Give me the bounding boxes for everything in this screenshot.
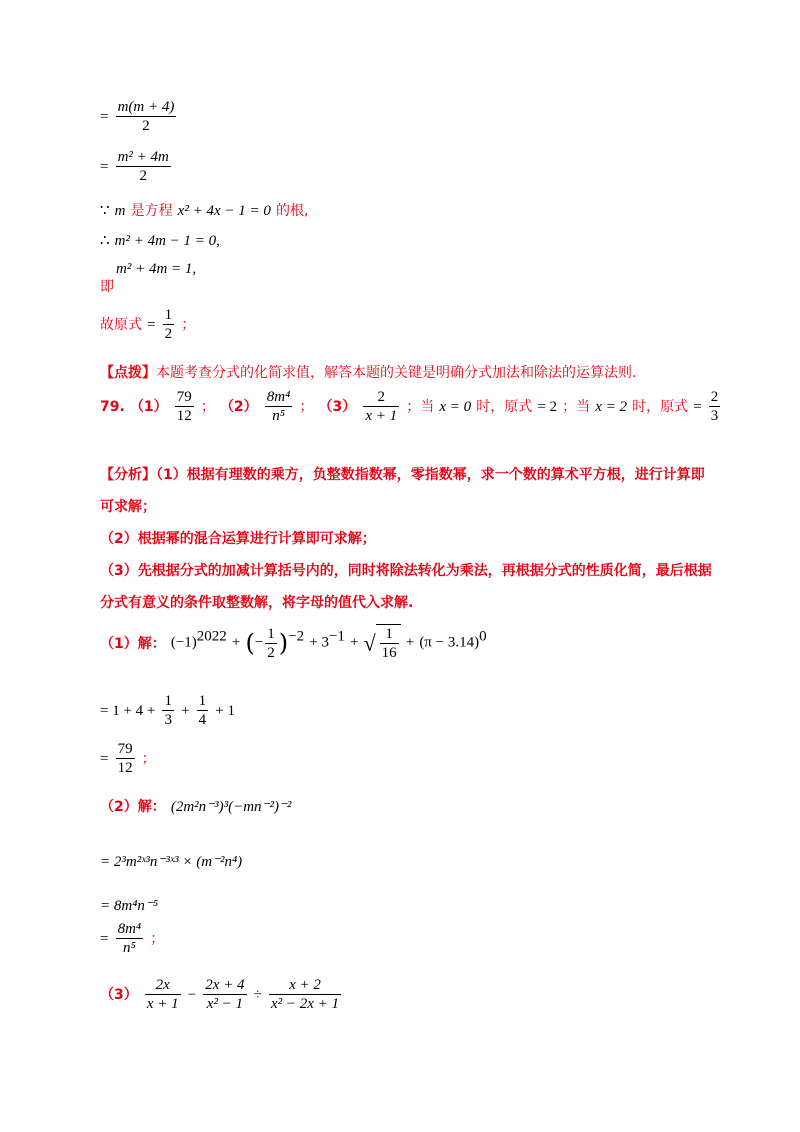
- denominator: x + 1: [365, 408, 398, 424]
- punctuation: ；: [150, 931, 165, 947]
- because-symbol: ∵: [100, 203, 110, 219]
- text-segment: 的根,: [275, 203, 309, 219]
- part-label: （1）: [129, 399, 168, 415]
- numerator: x + 2: [269, 976, 341, 995]
- solution-2-step-b: = 8m⁴n⁻⁵: [100, 898, 159, 914]
- exponent: 0: [479, 628, 487, 645]
- exponent: −1: [328, 628, 345, 645]
- denominator: 12: [117, 760, 133, 776]
- text-segment: 时，原式: [476, 399, 533, 415]
- fraction: [265, 625, 277, 662]
- step-line-6: [100, 306, 195, 343]
- text-segment: 时，原式: [632, 399, 689, 415]
- numerator: 2x + 4: [205, 977, 245, 993]
- punctuation: ；: [141, 751, 156, 767]
- text-segment: 是方程: [130, 203, 173, 219]
- analysis-label: 【分析】: [100, 467, 156, 483]
- exponent: −2: [288, 628, 305, 645]
- text-ji: 即: [100, 279, 114, 295]
- fraction: [116, 740, 135, 777]
- fraction: [197, 692, 209, 729]
- equals-sign: =: [693, 399, 702, 415]
- tip-paragraph: [100, 362, 636, 382]
- term: (π − 3.14): [419, 634, 480, 651]
- fraction: [162, 692, 174, 729]
- part-label: （2）: [219, 399, 258, 415]
- step-line-3: [100, 200, 308, 220]
- condition: x = 2: [595, 399, 627, 415]
- tip-label: 【点拨】: [100, 365, 156, 381]
- fraction: [116, 98, 177, 135]
- solution-2: [100, 796, 291, 816]
- condition: x = 0: [439, 399, 472, 415]
- numerator: 8m⁴: [117, 921, 142, 937]
- denominator: x + 1: [146, 996, 179, 1012]
- variable-m: m: [114, 203, 126, 219]
- operator: +: [231, 634, 241, 651]
- fraction: [145, 976, 181, 1013]
- question-number: 79.: [100, 399, 125, 415]
- term: (−1): [170, 634, 197, 651]
- fraction: [163, 306, 175, 343]
- step-line-4: [100, 230, 220, 250]
- exponent: 2022: [196, 628, 227, 645]
- equals-sign: =: [147, 317, 156, 333]
- denominator: 12: [176, 408, 192, 424]
- numerator: 1: [198, 693, 207, 709]
- numerator: m(m + 4): [117, 99, 175, 115]
- fraction: [116, 920, 144, 957]
- operator: −: [254, 634, 264, 651]
- fraction: [203, 976, 246, 1013]
- solution-2-step-c: [100, 920, 164, 957]
- text-segment: 故原式: [100, 317, 142, 333]
- numerator: 1: [380, 625, 399, 644]
- fraction: [380, 625, 399, 662]
- punctuation: ；: [299, 399, 314, 415]
- numerator: 2x: [145, 976, 181, 995]
- solution-3: [100, 976, 343, 1013]
- denominator: 16: [381, 645, 397, 661]
- analysis-line-1: [100, 464, 705, 484]
- denominator: 2: [267, 644, 275, 661]
- analysis-text: （1）根据有理数的乘方，负整数指数幂，零指数幂，求一个数的算术平方根，进行计算即: [156, 467, 705, 483]
- value: = 2: [537, 399, 558, 415]
- numerator: 1: [164, 693, 172, 709]
- fraction: [363, 388, 399, 425]
- right-paren: ): [278, 629, 289, 657]
- numerator: 2: [363, 388, 399, 407]
- expression: (2m²n⁻³)³(−mn⁻²)⁻²: [170, 799, 292, 815]
- expression: + 1: [215, 703, 235, 719]
- punctuation: ；: [200, 399, 215, 415]
- denominator: 2: [142, 118, 150, 134]
- equals-sign: =: [100, 109, 109, 125]
- operator: −: [187, 987, 197, 1003]
- numerator: 79: [117, 741, 133, 757]
- denominator: n⁵: [272, 408, 285, 424]
- operator: +: [350, 634, 359, 651]
- punctuation: ；: [181, 317, 196, 333]
- radical-sign: √: [363, 630, 376, 656]
- fraction: [116, 148, 171, 185]
- step-line-1: [100, 98, 178, 135]
- square-root: [364, 624, 401, 662]
- text-segment: ；当: [562, 399, 591, 415]
- analysis-text: 可求解；: [100, 499, 156, 515]
- denominator: 3: [164, 712, 172, 728]
- solution-2-step-a: = 2³m²ˣ³n⁻³ˣ³ × (m⁻²n⁴): [100, 854, 243, 870]
- denominator: x² − 2x + 1: [270, 996, 340, 1012]
- equation: x² + 4x − 1 = 0: [177, 203, 271, 219]
- denominator: x² − 1: [206, 996, 244, 1012]
- solution-1: [100, 624, 487, 662]
- therefore-symbol: ∴: [100, 233, 110, 249]
- denominator: 2: [139, 168, 147, 184]
- solution-1-step-b: [100, 740, 156, 777]
- part-label: （2）解：: [100, 799, 166, 815]
- answer-79: [100, 388, 722, 425]
- equals-sign: =: [100, 751, 109, 767]
- equals-sign: =: [100, 159, 109, 175]
- fraction: [709, 388, 721, 425]
- fraction: [265, 388, 293, 425]
- fraction: [175, 388, 194, 425]
- numerator: 1: [267, 625, 275, 642]
- text-segment: ；当: [406, 399, 435, 415]
- operator: +: [181, 703, 190, 719]
- equation: m² + 4m = 1,: [116, 261, 197, 277]
- numerator: 8m⁴: [266, 389, 291, 405]
- denominator: n⁵: [122, 940, 136, 956]
- equals-sign: =: [100, 931, 109, 947]
- term: + 3: [309, 634, 329, 651]
- left-paren: (: [245, 629, 255, 657]
- operator: +: [405, 634, 415, 651]
- analysis-text: （3）先根据分式的加减计算括号内的，同时将除法转化为乘法，再根据分式的性质化简，最后根据: [100, 563, 712, 579]
- denominator: 2: [164, 326, 173, 342]
- fraction: [269, 976, 341, 1013]
- step-line-2: [100, 148, 173, 185]
- solution-1-step-a: [100, 692, 235, 729]
- numerator: 79: [176, 389, 192, 405]
- denominator: 3: [710, 408, 719, 424]
- part-label: （3）: [318, 399, 357, 415]
- step-line-5: [100, 258, 197, 278]
- operator: ÷: [253, 987, 262, 1003]
- numerator: 1: [164, 307, 173, 323]
- tip-text: 本题考查分式的化简求值，解答本题的关键是明确分式加法和除法的运算法则.: [156, 365, 637, 381]
- part-label: （3）: [100, 987, 138, 1003]
- numerator: m² + 4m: [117, 149, 169, 165]
- equation: m² + 4m − 1 = 0,: [114, 233, 220, 249]
- analysis-text: 分式有意义的条件取整数解，将字母的值代入求解.: [100, 595, 414, 611]
- analysis-text: （2）根据幂的混合运算进行计算即可求解；: [100, 531, 376, 547]
- expression: = 1 + 4 +: [100, 703, 156, 719]
- part-label: （1）解：: [100, 636, 166, 652]
- denominator: 4: [198, 712, 207, 728]
- numerator: 2: [710, 389, 719, 405]
